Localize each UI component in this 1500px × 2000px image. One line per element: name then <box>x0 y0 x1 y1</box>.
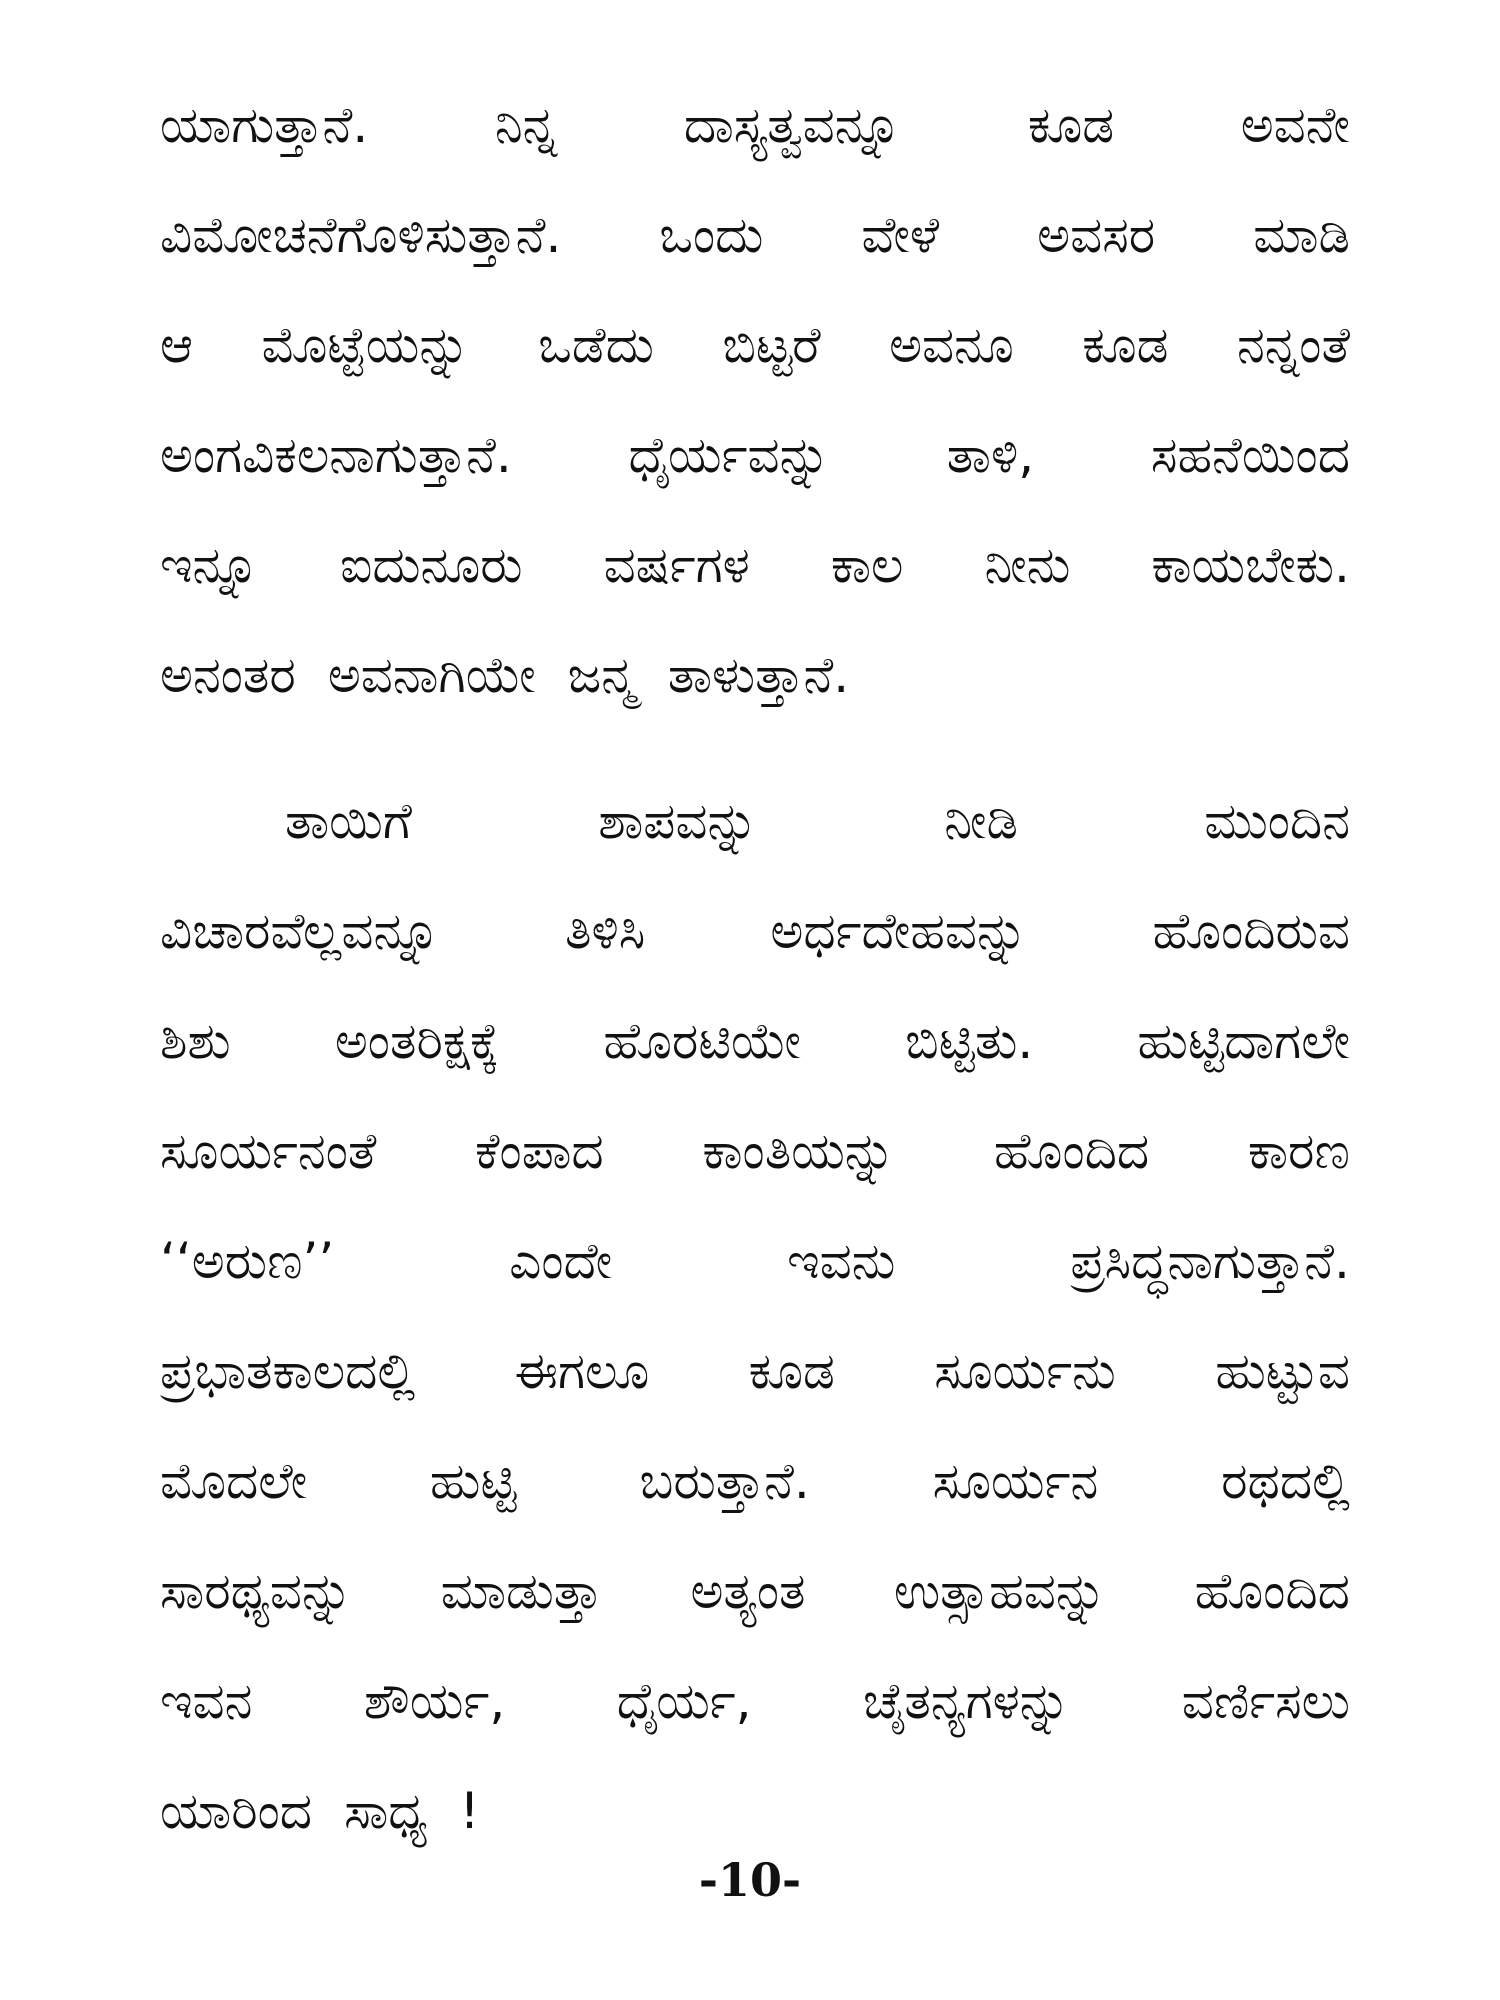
body-text <box>160 70 1350 1866</box>
word: ಅವನಾಗಿಯೇ <box>327 646 536 704</box>
word: ಸೂರ್ಯನು <box>934 1342 1116 1400</box>
word: ಹುಟ್ಟುವ <box>1215 1342 1350 1400</box>
word: ಕಾರಣ <box>1247 1122 1350 1180</box>
word: ಅರ್ಧದೇಹವನ್ನು <box>770 902 1028 960</box>
word: ವೇಳೆ <box>861 206 940 264</box>
word: ಮೊದಲೇ <box>160 1452 308 1510</box>
word: ವರ್ಷಗಳ <box>603 536 750 594</box>
text-line <box>160 620 1350 730</box>
word: ಎಂದೇ <box>509 1232 613 1290</box>
text-line <box>160 1206 1350 1316</box>
word: ಈಗಲೂ <box>514 1342 650 1400</box>
text-line <box>160 1426 1350 1536</box>
word: ತಾಯಿಗೆ <box>285 792 412 850</box>
paragraph-2 <box>160 766 1350 1866</box>
word: ಕಾಯಬೇಕು. <box>1151 536 1350 594</box>
word: ತಾಳಿ, <box>946 426 1035 484</box>
word: ಒಡೆದು <box>538 316 654 374</box>
text-line <box>160 766 1350 876</box>
word: ಶೌರ್ಯ, <box>363 1672 506 1730</box>
word: ತಿಳಿಸಿ <box>564 902 646 960</box>
word: ಹೊಂದಿರುವ <box>1152 902 1350 960</box>
word: ಐದುನೂರು <box>339 536 523 594</box>
word: ಸಾರಥ್ಯವನ್ನು <box>160 1562 353 1620</box>
word: ಸಾಧ್ಯ <box>344 1782 428 1840</box>
word: ಮಾಡುತ್ತಾ <box>440 1562 603 1620</box>
word: ಯಾರಿಂದ <box>160 1782 313 1840</box>
text-line <box>160 70 1350 180</box>
word: ಸೂರ್ಯನ <box>932 1452 1099 1510</box>
word: ನೀಡಿ <box>944 792 1018 850</box>
word: ಬಿಟ್ಟರೆ <box>722 316 821 374</box>
word: ಮಾಡಿ <box>1253 206 1350 264</box>
text-line <box>160 1756 1350 1866</box>
word: ಧೈರ್ಯವನ್ನು <box>628 426 831 484</box>
word: ವರ್ಣಿಸಲು <box>1181 1672 1350 1730</box>
text-line <box>160 180 1350 290</box>
text-line <box>160 1316 1350 1426</box>
word: ಕೂಡ <box>1027 96 1115 154</box>
word: ಇವನ <box>160 1672 253 1730</box>
text-line <box>160 876 1350 986</box>
word: ಪ್ರಭಾತಕಾಲದಲ್ಲಿ <box>160 1342 416 1400</box>
word: ಉತ್ಸಾಹವನ್ನು <box>893 1562 1107 1620</box>
word: ಕೂಡ <box>748 1342 835 1400</box>
word: ಹೊಂದಿದ <box>1194 1562 1350 1620</box>
word: ಕಾಲ <box>830 536 904 594</box>
word: ಬರುತ್ತಾನೆ. <box>639 1452 810 1510</box>
word: ಅಂಗವಿಕಲನಾಗುತ್ತಾನೆ. <box>160 426 512 484</box>
word: ಅತ್ಯಂತ <box>690 1562 806 1620</box>
text-line <box>160 1646 1350 1756</box>
word: ಪ್ರಸಿದ್ಧನಾಗುತ್ತಾನೆ. <box>1070 1232 1350 1290</box>
word: ಸಹನೆಯಿಂದ <box>1150 426 1350 484</box>
word: ಶಾಪವನ್ನು <box>598 792 758 850</box>
word: ಕೆಂಪಾದ <box>475 1122 604 1180</box>
word: ಕಾಂತಿಯನ್ನು <box>702 1122 896 1180</box>
word: ಹೊಂದಿದ <box>993 1122 1150 1180</box>
page-number: -10- <box>698 1853 802 1907</box>
word: ಶಿಶು <box>160 1012 231 1070</box>
word: ಬಿಟ್ಟಿತು. <box>905 1012 1034 1070</box>
word: ತಾಳುತ್ತಾನೆ. <box>667 646 850 704</box>
word: ಆ <box>160 316 193 374</box>
word: ದಾಸ್ಯತ್ವವನ್ನೂ <box>683 96 902 154</box>
text-line <box>160 290 1350 400</box>
word: ಯಾಗುತ್ತಾನೆ. <box>160 96 369 154</box>
word: ಸೂರ್ಯನಂತೆ <box>160 1122 377 1180</box>
word: ! <box>459 1782 480 1840</box>
word: ಹುಟ್ಟಿದಾಗಲೇ <box>1137 1012 1350 1070</box>
word: ಹೊರಟಿಯೇ <box>603 1012 801 1070</box>
word: ನನ್ನಂತೆ <box>1236 316 1350 374</box>
word: ಅವಸರ <box>1037 206 1156 264</box>
text-line <box>160 510 1350 620</box>
word: ಅವನೇ <box>1240 96 1350 154</box>
word: ವಿಚಾರವೆಲ್ಲವನ್ನೂ <box>160 902 440 960</box>
text-line <box>160 1096 1350 1206</box>
word: ವಿಮೋಚನೆಗೊಳಿಸುತ್ತಾನೆ. <box>160 206 562 264</box>
word: ಒಂದು <box>659 206 764 264</box>
word: ‘‘ಅರುಣ’’ <box>160 1232 335 1290</box>
word: ಮೊಟ್ಟೆಯನ್ನು <box>261 316 470 374</box>
word: ಮುಂದಿನ <box>1204 792 1350 850</box>
word: ಧೈರ್ಯ, <box>616 1672 752 1730</box>
word: ನೀನು <box>984 536 1071 594</box>
word: ಇನ್ನೂ <box>160 536 259 594</box>
word: ಅಂತರಿಕ್ಷಕ್ಕೆ <box>334 1012 500 1070</box>
text-line <box>160 400 1350 510</box>
word: ರಥದಲ್ಲಿ <box>1221 1452 1350 1510</box>
word: ಅವನೂ <box>889 316 1014 374</box>
paragraph-1 <box>160 70 1350 730</box>
text-line <box>160 1536 1350 1646</box>
word: ಕೂಡ <box>1082 316 1169 374</box>
word: ಜನ್ಮ <box>567 646 636 704</box>
word: ಅನಂತರ <box>160 646 296 704</box>
text-line <box>160 986 1350 1096</box>
word: ಇವನು <box>787 1232 896 1290</box>
word: ಚೈತನ್ಯಗಳನ್ನು <box>863 1672 1071 1730</box>
word: ನಿನ್ನ <box>494 96 558 154</box>
word: ಹುಟ್ಟಿ <box>429 1452 517 1510</box>
paragraph-gap <box>160 730 1350 766</box>
